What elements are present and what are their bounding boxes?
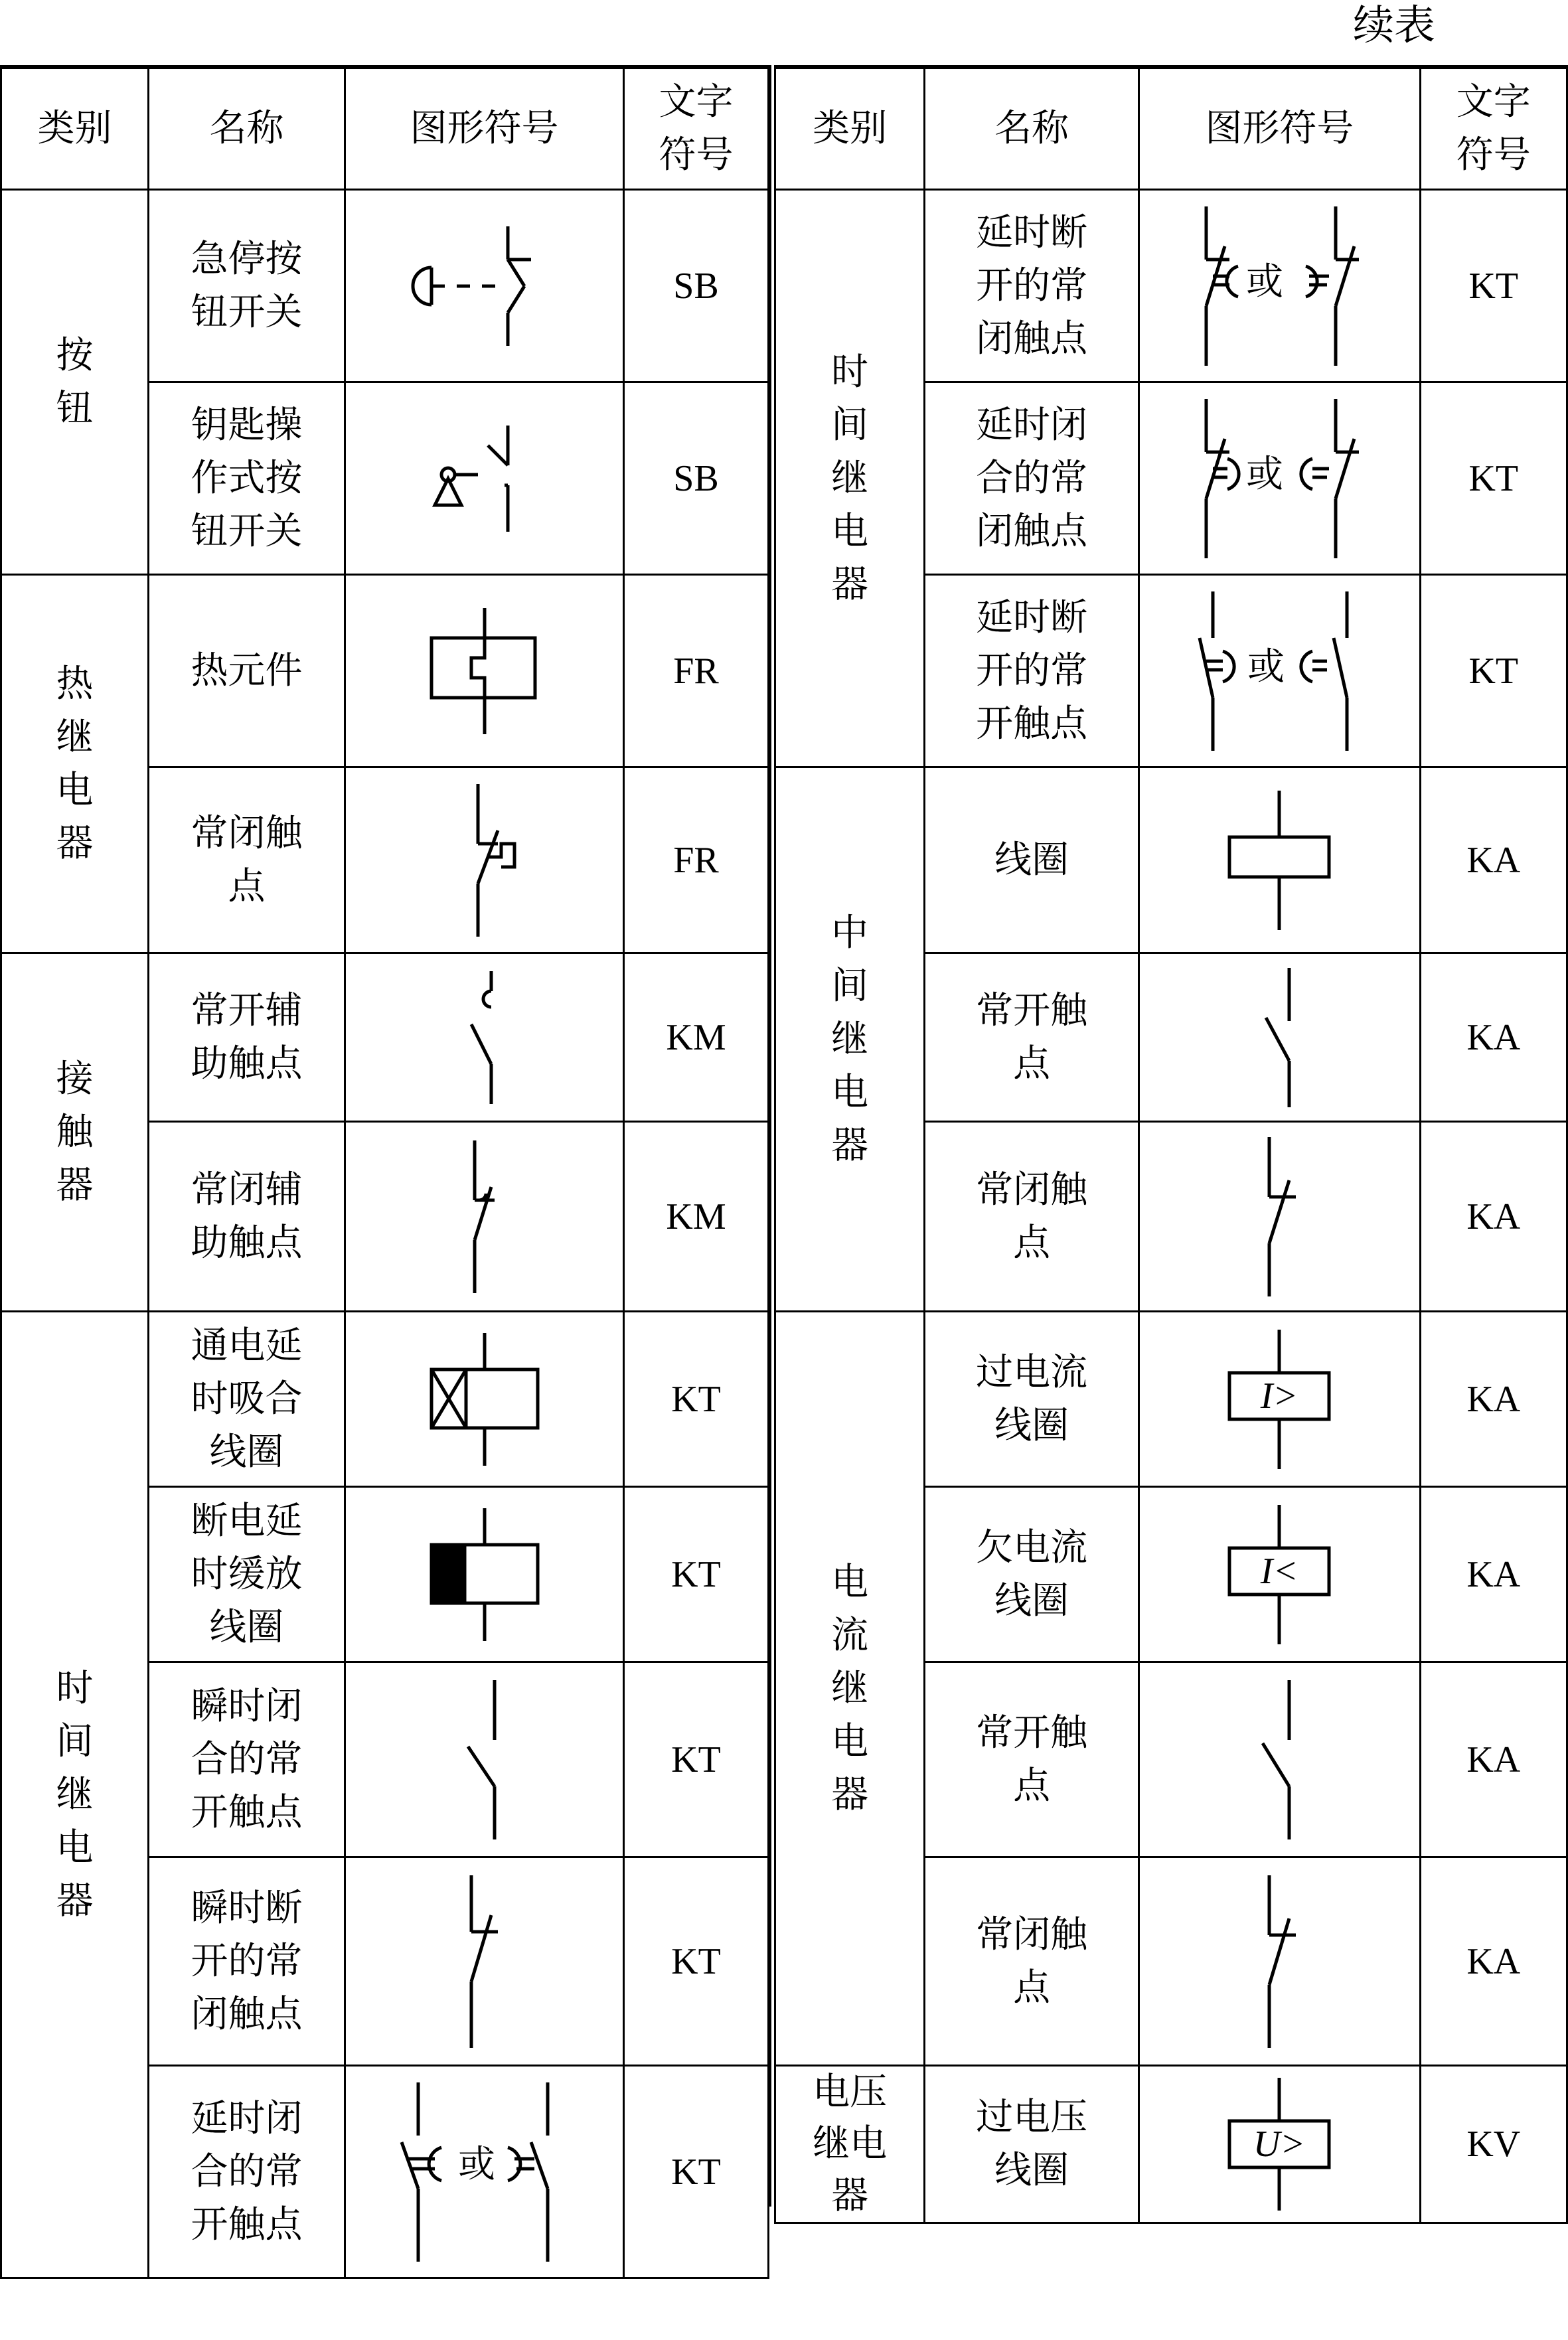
symbol-cell [1139,1662,1421,1857]
item-code: KT [624,1662,769,1857]
thermal-nc-contact-icon [405,777,564,943]
instant-no-contact-icon [405,1674,564,1846]
symbol-cell [345,1487,624,1662]
symbol-cell [1139,1857,1421,2066]
undercurrent-coil-icon [1200,1498,1359,1651]
symbol-cell [345,1662,624,1857]
symbol-cell [1139,767,1421,953]
table-row [1,190,769,382]
item-name: 线圈 [925,767,1139,953]
header-category: 类别 [1,67,149,190]
aux-nc-contact-icon [405,1134,564,1300]
symbol-cell [1139,382,1421,575]
overcurrent-coil-icon [1200,1323,1359,1476]
table-row [775,767,1567,953]
table-row [1,1312,769,1487]
relay-coil-icon [1200,784,1359,937]
symbol-cell [1139,953,1421,1122]
symbol-cell [345,1857,624,2066]
delay-open-no-contact-icon [1173,585,1385,757]
continued-label: 续表 [1353,1,1436,49]
item-name: 钥匙操 作式按 钮开关 [149,382,345,575]
item-name: 延时闭 合的常 开触点 [149,2066,345,2278]
svg-text:I>: I> [1261,1375,1298,1417]
on-delay-coil-icon [405,1326,564,1472]
item-code: KA [1420,1662,1567,1857]
header-symbol: 图形符号 [1139,67,1421,190]
header-symbol: 图形符号 [345,67,624,190]
delay-close-no-contact-icon [385,2076,584,2268]
item-code: KT [624,1487,769,1662]
symbol-cell [345,1312,624,1487]
item-name: 常开触 点 [925,953,1139,1122]
emergency-stop-button-icon [405,220,564,352]
no-contact-icon [1200,1674,1359,1846]
category-intermediate-relay: 中 间 继 电 器 [775,767,925,1312]
table-row [1,575,769,767]
item-name: 急停按 钮开关 [149,190,345,382]
symbol-cell [1139,1122,1421,1312]
overvoltage-coil-icon [1200,2071,1359,2217]
item-name: 过电压 线圈 [925,2066,1139,2223]
item-name: 常闭触 点 [149,767,345,953]
item-name: 断电延 时缓放 线圈 [149,1487,345,1662]
item-code: KA [1420,1487,1567,1662]
symbol-cell [1139,2066,1421,2223]
symbol-cell [345,2066,624,2278]
aux-no-contact-icon [405,965,564,1111]
symbol-cell [345,575,624,767]
category-button: 按 钮 [1,190,149,575]
symbol-cell [1139,190,1421,382]
category-voltage-relay: 电压 继电 器 [775,2066,925,2223]
svg-text:或: 或 [1246,452,1284,496]
header-row [1,67,769,190]
item-name: 常闭触 点 [925,1857,1139,2066]
item-name: 通电延 时吸合 线圈 [149,1312,345,1487]
delay-open-nc-contact-icon [1173,200,1385,372]
item-code: KT [624,2066,769,2278]
item-code: KA [1420,767,1567,953]
category-time-relay: 时 间 继 电 器 [775,190,925,767]
table-row [775,2066,1567,2223]
header-row [775,67,1567,190]
symbol-cell [345,382,624,575]
item-code: KT [624,1312,769,1487]
svg-text:或: 或 [457,2142,495,2186]
item-code: KA [1420,1312,1567,1487]
item-code: KT [1420,382,1567,575]
nc-contact-icon [1200,1131,1359,1303]
item-code: FR [624,767,769,953]
no-contact-icon [1200,961,1359,1114]
item-code: SB [624,382,769,575]
table-row [775,1312,1567,1487]
svg-text:I<: I< [1261,1550,1298,1592]
category-thermal-relay: 热 继 电 器 [1,575,149,953]
header-category: 类别 [775,67,925,190]
item-name: 延时闭 合的常 闭触点 [925,382,1139,575]
symbol-cell [345,767,624,953]
item-code: KA [1420,953,1567,1122]
svg-text:U>: U> [1253,2124,1306,2165]
item-name: 常开辅 助触点 [149,953,345,1122]
item-code: KA [1420,1857,1567,2066]
left-table [0,65,769,2279]
table-row [775,190,1567,382]
category-current-relay: 电 流 继 电 器 [775,1312,925,2066]
nc-contact-icon [1200,1869,1359,2055]
item-name: 过电流 线圈 [925,1312,1139,1487]
item-code: SB [624,190,769,382]
symbol-cell [1139,1312,1421,1487]
header-code: 文字 符号 [1420,67,1567,190]
item-name: 常闭辅 助触点 [149,1122,345,1312]
header-name: 名称 [925,67,1139,190]
item-code: KA [1420,1122,1567,1312]
delay-close-nc-contact-icon [1173,392,1385,565]
item-code: KV [1420,2066,1567,2223]
svg-text:或: 或 [1246,260,1284,303]
item-name: 瞬时断 开的常 闭触点 [149,1857,345,2066]
item-code: FR [624,575,769,767]
header-name: 名称 [149,67,345,190]
off-delay-coil-icon [405,1502,564,1648]
category-time-relay: 时 间 继 电 器 [1,1312,149,2278]
item-name: 延时断 开的常 开触点 [925,575,1139,767]
item-name: 瞬时闭 合的常 开触点 [149,1662,345,1857]
symbol-cell [1139,575,1421,767]
item-name: 常开触 点 [925,1662,1139,1857]
svg-text:或: 或 [1247,645,1285,688]
item-name: 延时断 开的常 闭触点 [925,190,1139,382]
item-code: KM [624,1122,769,1312]
symbol-cell [345,190,624,382]
category-contactor: 接 触 器 [1,953,149,1312]
symbol-cell [345,953,624,1122]
item-name: 常闭触 点 [925,1122,1139,1312]
item-code: KM [624,953,769,1122]
table-row [1,953,769,1122]
item-code: KT [624,1857,769,2066]
symbol-cell [1139,1487,1421,1662]
item-code: KT [1420,190,1567,382]
right-table [774,65,1568,2224]
header-code: 文字 符号 [624,67,769,190]
item-name: 欠电流 线圈 [925,1487,1139,1662]
key-operated-button-icon [405,412,564,545]
thermal-element-icon [405,601,564,741]
item-name: 热元件 [149,575,345,767]
symbol-cell [345,1122,624,1312]
instant-nc-contact-icon [405,1869,564,2055]
item-code: KT [1420,575,1567,767]
